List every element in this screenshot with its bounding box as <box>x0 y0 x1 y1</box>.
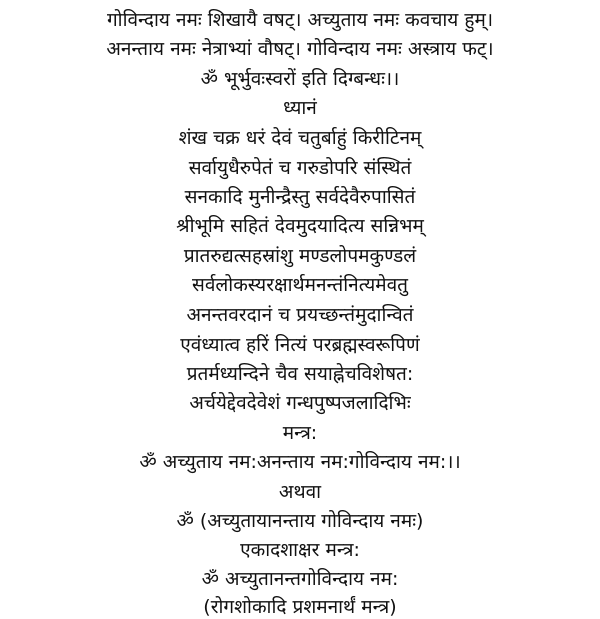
text-line: (रोगशोकादि प्रशमनार्थं मन्त्र) <box>203 596 397 618</box>
text-line: प्रतर्मध्यन्दिने चैव सयाह्नेचविशेषत: <box>186 363 414 385</box>
text-line: ध्यानं <box>283 97 317 119</box>
text-line: एवंध्यात्व हरिं नित्यं परब्रह्मस्वरूपिणं <box>180 334 420 356</box>
text-line: ॐ अच्युतानन्तगोविन्दाय नम: <box>201 568 399 590</box>
text-line: शंख चक्र धरं देवं चतुर्बाहुं किरीटिनम् <box>178 127 422 149</box>
text-line: ॐ भूर्भुवःस्वरों इति दिग्बन्धः।। <box>200 68 400 90</box>
text-line: मन्त्र: <box>282 422 318 444</box>
text-line: अथवा <box>278 481 322 503</box>
text-line: प्रातरुद्यत्सहस्रांशु मण्डलोपमकुण्डलं <box>183 245 417 267</box>
text-line: एकादशाक्षर मन्त्र: <box>240 539 360 561</box>
text-line: श्रीभूमि सहितं देवमुदयादित्य सन्निभम् <box>176 215 424 237</box>
text-line: ॐ (अच्युतायानन्ताय गोविन्दाय नमः) <box>176 510 424 532</box>
text-line: ॐ अच्युताय नम:अनन्ताय नम:गोविन्दाय नम:।। <box>139 451 461 473</box>
text-line: अर्चयेद्देवदेवेशं गन्धपुष्पजलादिभिः <box>189 392 411 414</box>
text-line: अनन्ताय नमः नेत्राभ्यां वौषट्। गोविन्दाय नमः अस्त्राय फट्। <box>106 38 494 60</box>
text-line: गोविन्दाय नमः शिखायै वषट्। अच्युताय नमः कवचाय हुम्। <box>106 9 494 31</box>
text-line: सर्वलोकस्यरक्षार्थमनन्तंनित्यमेवतु <box>191 274 408 296</box>
text-line: सनकादि मुनीन्द्रैस्तु सर्वदेवैरुपासितं <box>184 186 416 208</box>
text-line: अनन्तवरदानं च प्रयच्छन्तंमुदान्वितं <box>186 304 414 326</box>
text-line: सर्वायुधैरुपेतं च गरुडोपरि संस्थितं <box>188 157 412 179</box>
